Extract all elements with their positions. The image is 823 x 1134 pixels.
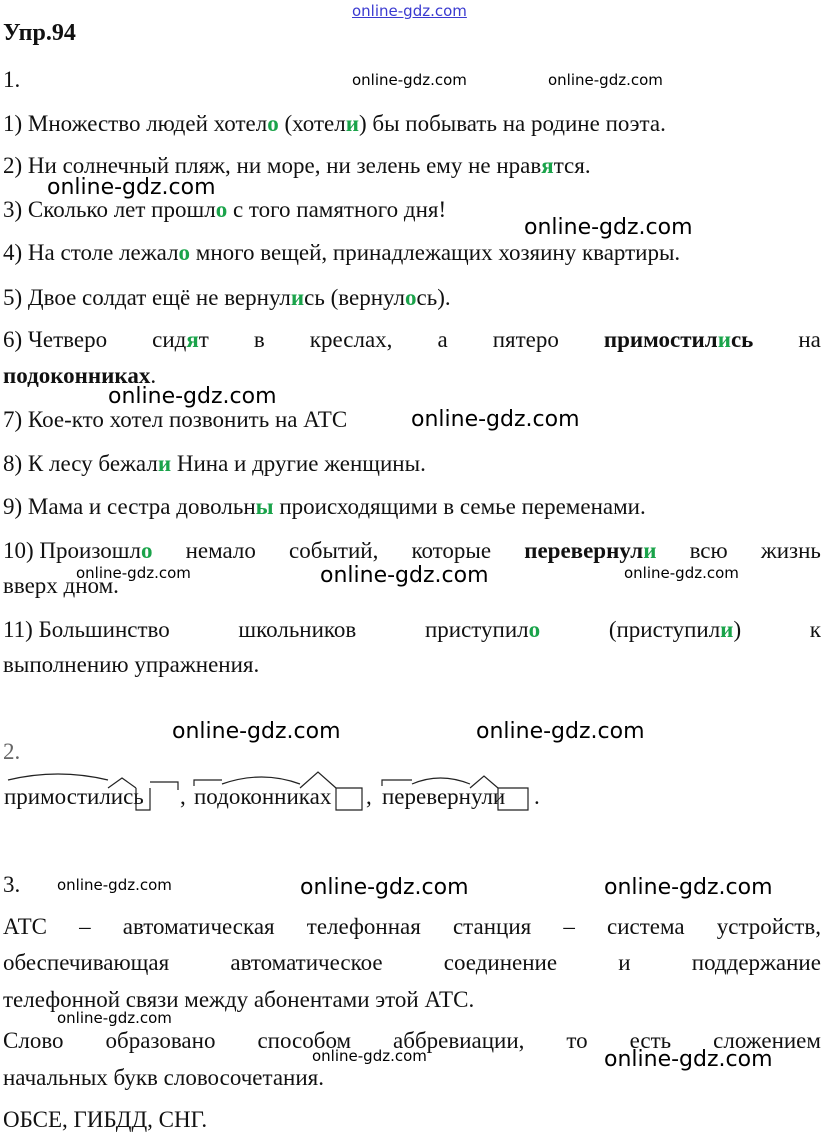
item-10: 10) Произошло немало событий, которые перевернули всю жизнь bbox=[3, 538, 821, 563]
word-1 bbox=[4, 774, 178, 810]
section2-number: 2. bbox=[3, 739, 21, 764]
root-arc bbox=[8, 774, 108, 780]
svg-text:примостились: примостились bbox=[4, 784, 144, 809]
word-3 bbox=[382, 776, 528, 810]
watermark: online-gdz.com bbox=[47, 175, 216, 200]
watermark: online-gdz.com bbox=[476, 719, 645, 744]
watermark: online-gdz.com bbox=[604, 875, 773, 900]
watermark: online-gdz.com bbox=[312, 1047, 427, 1065]
svg-text:,: , bbox=[180, 784, 186, 809]
svg-text:подоконниках: подоконниках bbox=[194, 784, 332, 809]
section3-p1-line1: АТС – автоматическая телефонная станция – система устройств, bbox=[3, 914, 821, 939]
ending-box bbox=[336, 788, 362, 810]
svg-text:.: . bbox=[534, 784, 540, 809]
section1-number: 1. bbox=[3, 67, 21, 92]
watermark: online-gdz.com bbox=[172, 719, 341, 744]
item-1: 1) Множество людей хотело (хотели) бы побывать на родине поэта. bbox=[3, 111, 666, 136]
section3-number: 3. bbox=[3, 872, 21, 897]
section3-p1-line3: телефонной связи между абонентами этой АТС. bbox=[3, 987, 475, 1012]
item-5: 5) Двое солдат ещё не вернулись (вернулось). bbox=[3, 285, 451, 310]
morpheme-analysis bbox=[0, 766, 823, 816]
section3-p2-line2: начальных букв словосочетания. bbox=[3, 1065, 325, 1090]
item-9: 9) Мама и сестра довольны происходящими в семье переменами. bbox=[3, 494, 646, 519]
watermark: online-gdz.com bbox=[524, 215, 693, 240]
item-4: 4) На столе лежало много вещей, принадлежащих хозяину квартиры. bbox=[3, 240, 681, 265]
item-7: 7) Кое-кто хотел позвонить на АТС bbox=[3, 407, 348, 432]
watermark: online-gdz.com bbox=[411, 407, 580, 432]
item-8: 8) К лесу бежали Нина и другие женщины. bbox=[3, 451, 426, 476]
item-6: 6) Четверо сидят в креслах, а пятеро примостились на bbox=[3, 327, 821, 352]
item-3: 3) Сколько лет прошло с того памятного дня! bbox=[3, 197, 447, 222]
item-6-cont: подоконниках. bbox=[3, 363, 157, 388]
watermark-top[interactable]: online-gdz.com bbox=[352, 2, 467, 20]
watermark: online-gdz.com bbox=[624, 564, 739, 582]
svg-text:перевернули: перевернули bbox=[382, 784, 506, 809]
watermark: online-gdz.com bbox=[604, 1047, 773, 1072]
svg-text:,: , bbox=[366, 784, 372, 809]
item-2: 2) Ни солнечный пляж, ни море, ни зелень ему не нравятся. bbox=[3, 153, 591, 178]
watermark: online-gdz.com bbox=[108, 384, 277, 409]
item-11: 11) Большинство школьников приступило (приступили) к bbox=[3, 617, 821, 642]
postfix-mark bbox=[150, 782, 178, 790]
watermark: online-gdz.com bbox=[320, 563, 489, 588]
item-11-cont: выполнению упражнения. bbox=[3, 652, 260, 677]
item-10-cont: вверх дном. bbox=[3, 573, 119, 598]
root-arc bbox=[222, 777, 300, 784]
section3-p3: ОБСЕ, ГИБДД, СНГ. bbox=[3, 1107, 208, 1132]
watermark: online-gdz.com bbox=[352, 71, 467, 89]
watermark: online-gdz.com bbox=[300, 875, 469, 900]
section3-p2-line1: Слово образовано способом аббревиации, то есть сложением bbox=[3, 1028, 821, 1053]
watermark: online-gdz.com bbox=[548, 71, 663, 89]
word-2 bbox=[194, 772, 362, 810]
watermark: online-gdz.com bbox=[57, 876, 172, 894]
section3-p1-line2: обеспечивающая автоматическое соединение и поддержание bbox=[3, 950, 821, 975]
watermark: online-gdz.com bbox=[76, 564, 191, 582]
page-title: Упр.94 bbox=[3, 20, 76, 46]
watermark: online-gdz.com bbox=[57, 1009, 172, 1027]
